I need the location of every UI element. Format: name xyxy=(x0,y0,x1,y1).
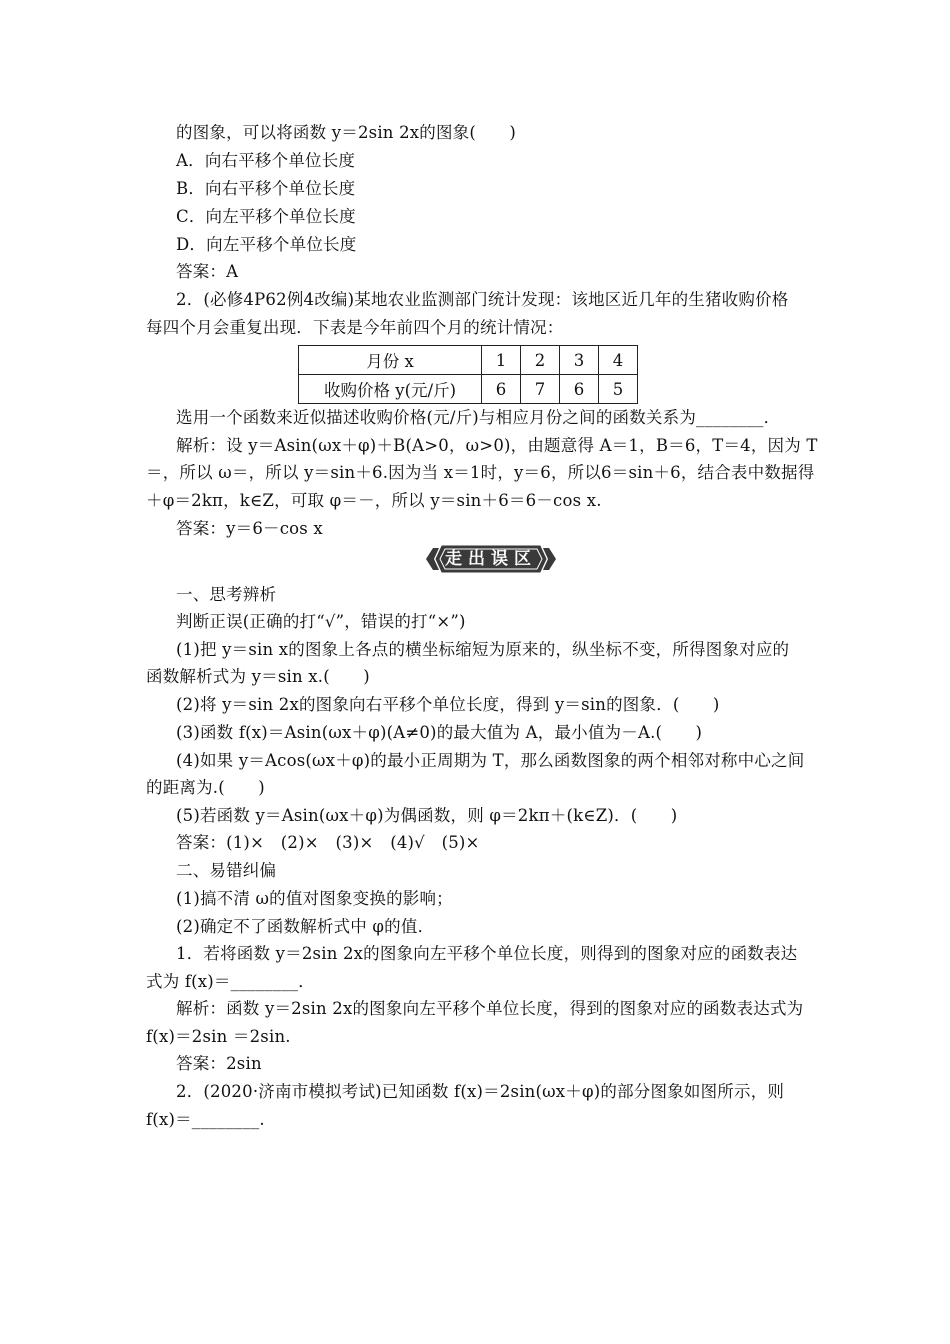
option-c: C．向左平移个单位长度 xyxy=(176,207,356,226)
solution-line: ＝，所以 ω＝，所以 y＝sin＋6.因为当 x＝1时，y＝6，所以6＝sin＋6，结合表中数据得 xyxy=(146,463,815,482)
section-banner xyxy=(424,543,558,575)
text-line: 1．若将函数 y＝2sin 2x的图象向左平移个单位长度，则得到的图象对应的函数表达 xyxy=(176,944,798,963)
text-line: (1)搞不清 ω的值对图象变换的影响； xyxy=(176,889,453,908)
text-line: 函数解析式为 y＝sin x.( ) xyxy=(146,667,370,686)
text-line: (2)将 y＝sin 2x的图象向右平移个单位长度，得到 y＝sin的图象．( ) xyxy=(176,695,720,714)
text-line: (3)函数 f(x)＝Asin(ωx＋φ)(A≠0)的最大值为 A，最小值为－A.( ) xyxy=(176,723,703,742)
table-cell: 1 xyxy=(482,346,521,375)
text-line: 的图象，可以将函数 y＝2sin 2x的图象( ) xyxy=(176,123,517,142)
option-a: A．向右平移个单位长度 xyxy=(176,151,356,170)
problem-2-line: 每四个月会重复出现．下表是今年前四个月的统计情况： xyxy=(146,318,564,337)
text-line: f(x)＝________. xyxy=(146,1110,265,1129)
answer-line: 答案：2sin xyxy=(176,1054,262,1073)
problem-2-line: 2．(必修4P62例4改编)某地农业监测部门统计发现：该地区近几年的生猪收购价格 xyxy=(176,290,789,309)
text-line: 式为 f(x)＝________． xyxy=(146,972,315,991)
solution-line: ＋φ＝2kπ，k∈Z，可取 φ＝－，所以 y＝sin＋6＝6－cos x. xyxy=(146,491,602,510)
section-heading: 二、易错纠偏 xyxy=(176,861,277,880)
table-row xyxy=(299,346,638,375)
table-cell: 6 xyxy=(482,375,521,404)
text-line: 的距离为.( ) xyxy=(146,778,265,797)
answer-line: 答案：A xyxy=(176,262,239,281)
answer-line: 答案：y＝6－cos x xyxy=(176,519,323,538)
solution-line: f(x)＝2sin ＝2sin. xyxy=(146,1027,291,1046)
table-row xyxy=(299,375,638,404)
solution-line: 解析：函数 y＝2sin 2x的图象向左平移个单位长度，得到的图象对应的函数表达式为 xyxy=(176,999,804,1018)
table-cell: 6 xyxy=(560,375,599,404)
banner-title: 走出误区 xyxy=(445,549,537,569)
solution-line: 解析：设 y＝Asin(ωx＋φ)＋B(A>0，ω>0)，由题意得 A＝1，B＝6，T＝4，因为 T xyxy=(176,436,818,455)
text-line: (2)确定不了函数解析式中 φ的值． xyxy=(176,917,435,936)
text-line: 选用一个函数来近似描述收购价格(元/斤)与相应月份之间的函数关系为________． xyxy=(176,408,781,427)
answer-line: 答案：(1)× (2)× (3)× (4)√ (5)× xyxy=(176,833,480,852)
table-header-cell: 收购价格 y(元/斤) xyxy=(299,375,482,404)
text-line: 2．(2020·济南市模拟考试)已知函数 f(x)＝2sin(ωx＋φ)的部分图象如图所示，则 xyxy=(176,1082,785,1101)
table-cell: 3 xyxy=(560,346,599,375)
table-cell: 2 xyxy=(521,346,560,375)
table-header-cell: 月份 x xyxy=(299,346,482,375)
table-cell: 7 xyxy=(521,375,560,404)
text-line: (5)若函数 y＝Asin(ωx＋φ)为偶函数，则 φ＝2kπ＋(k∈Z)．( ) xyxy=(176,806,678,825)
table-cell: 5 xyxy=(599,375,638,404)
option-d: D．向左平移个单位长度 xyxy=(176,235,357,254)
price-table xyxy=(298,345,638,404)
option-b: B．向右平移个单位长度 xyxy=(176,179,356,198)
text-line: (1)把 y＝sin x的图象上各点的横坐标缩短为原来的，纵坐标不变，所得图象对应的 xyxy=(176,640,790,659)
text-line: (4)如果 y＝Acos(ωx＋φ)的最小正周期为 T，那么函数图象的两个相邻对称中心之间 xyxy=(176,751,805,770)
section-heading: 一、思考辨析 xyxy=(176,585,277,604)
text-line: 判断正误(正确的打“√”，错误的打“×”) xyxy=(176,612,466,631)
table-cell: 4 xyxy=(599,346,638,375)
